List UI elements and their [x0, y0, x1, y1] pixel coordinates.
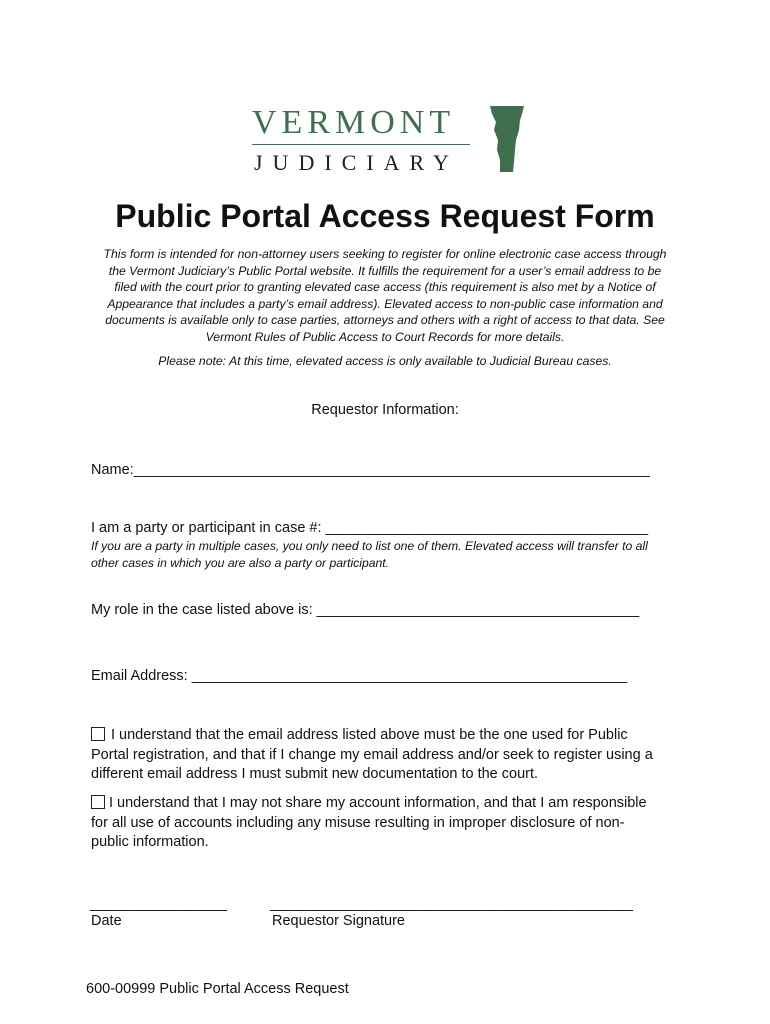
account-acknowledgement-checkbox[interactable] — [91, 795, 105, 809]
intro-line: filed with the court prior to granting elevated case access (this requirement is also met by a Notice of — [114, 280, 656, 294]
help-line: other cases in which you are also a party or participant. — [91, 555, 390, 570]
checkbox-line: Portal registration, and that if I change my email address and/or seek to register using a — [91, 746, 653, 763]
note-text: Please note: At this time, elevated access is only available to Judicial Bureau cases. — [158, 354, 612, 368]
intro-line: documents is available only to case parties, attorneys and others with a right of access to that data. See — [105, 313, 665, 327]
role-field[interactable]: My role in the case listed above is: ________________________________________ — [91, 602, 640, 618]
form-number-footer: 600-00999 Public Portal Access Request — [86, 981, 349, 997]
case-help-text — [91, 538, 691, 571]
intro-line: This form is intended for non-attorney users seeking to register for online electronic case access through — [103, 247, 667, 261]
logo-judiciary-text: JUDICIARY — [254, 150, 459, 175]
logo-divider — [252, 144, 470, 145]
checkbox-line: different email address I must submit new documentation to the court. — [91, 766, 539, 782]
intro-line: the Vermont Judiciary’s Public Portal website. It fulfills the requirement for a user’s email address to be — [108, 263, 662, 278]
signature-line[interactable]: _____________________________________________ — [270, 896, 633, 912]
help-line: If you are a party in multiple cases, you only need to list one of them. Elevated access will transfer to all — [91, 539, 648, 553]
date-line[interactable]: _________________ — [90, 896, 228, 912]
intro-line: Vermont Rules of Public Access to Court Records for more details. — [205, 329, 565, 344]
checkbox-line: I understand that I may not share my account information, and that I am responsible — [109, 795, 647, 811]
date-label: Date — [91, 913, 122, 929]
acknowledgement-email — [91, 726, 691, 785]
logo-vermont-text: VERMONT — [252, 104, 456, 141]
section-heading: Requestor Information: — [311, 402, 459, 418]
intro-paragraph — [82, 246, 688, 345]
name-field[interactable]: Name:________________________________________________________________ — [91, 462, 650, 478]
case-number-field[interactable]: I am a party or participant in case #: ________________________________________ — [91, 520, 649, 536]
intro-line: Appearance that includes a party’s email address). Elevated access to non-public case information and — [107, 296, 663, 311]
email-acknowledgement-checkbox[interactable] — [91, 727, 105, 741]
signature-label: Requestor Signature — [272, 913, 405, 929]
acknowledgement-account — [91, 794, 691, 853]
checkbox-line: public information. — [91, 834, 209, 850]
page-title: Public Portal Access Request Form — [115, 198, 655, 234]
checkbox-line: I understand that the email address listed above must be the one used for Public — [111, 727, 628, 743]
vermont-state-shape-icon — [486, 104, 528, 174]
checkbox-line: for all use of accounts including any misuse resulting in improper disclosure of non- — [91, 814, 625, 831]
email-field[interactable]: Email Address: ______________________________________________________ — [91, 668, 628, 684]
